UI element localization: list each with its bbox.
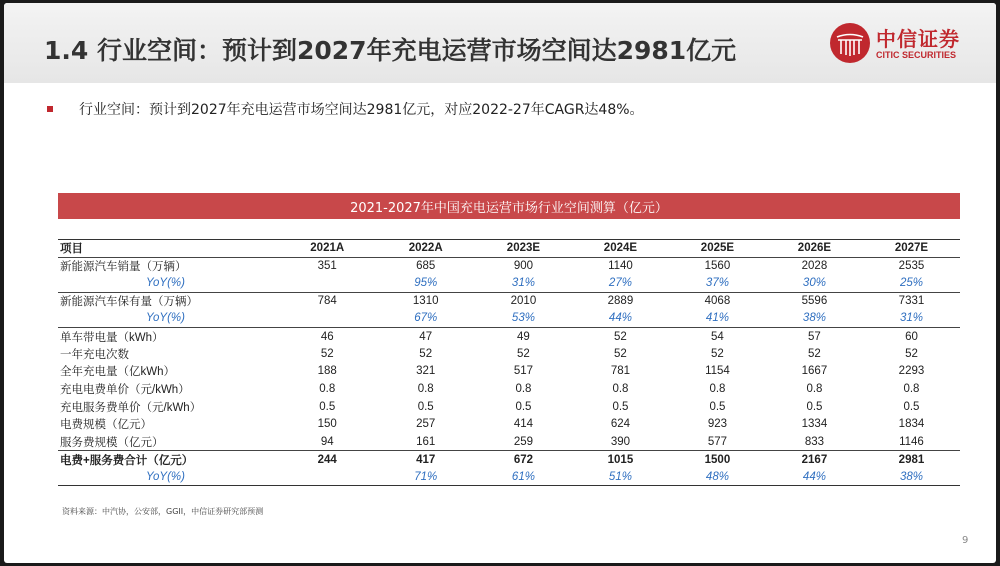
table-cell: 48% — [669, 468, 766, 486]
table-cell: 2535 — [898, 260, 925, 273]
row-label: YoY(%) — [58, 275, 278, 293]
table-cell: 1015 — [607, 453, 634, 466]
table-cell: 577 — [669, 433, 766, 451]
row-label: 新能源汽车保有量（万辆） — [60, 296, 198, 309]
column-header: 2022A — [376, 240, 474, 258]
table-cell: 1334 — [801, 418, 828, 431]
table-cell: 52 — [905, 347, 918, 360]
table-cell: 417 — [416, 453, 436, 466]
table-cell: 257 — [416, 418, 436, 431]
column-header: 2021A — [278, 240, 376, 258]
logo-chinese-name: 中信证券 — [876, 27, 960, 51]
table-cell: 2889 — [607, 295, 634, 308]
table-cell: 321 — [416, 365, 436, 378]
table-cell: 1834 — [898, 418, 925, 431]
table-cell: 52 — [320, 347, 334, 360]
table-row — [58, 433, 960, 451]
slide-title: 1.4 行业空间：预计到2027年充电运营市场空间达2981亿元 — [44, 36, 737, 65]
row-label: 全年充电量（亿kWh） — [60, 366, 175, 379]
table-cell: 0.8 — [709, 383, 726, 396]
table-cell: 7331 — [898, 295, 925, 308]
table-header-row — [58, 240, 960, 258]
table-cell: 94 — [278, 433, 376, 451]
table-cell: 0.8 — [515, 383, 532, 396]
table-cell: 44% — [572, 310, 669, 328]
row-label: 新能源汽车销量（万辆） — [60, 261, 187, 274]
table-cell: 30% — [766, 275, 863, 293]
table-cell: 1667 — [801, 365, 828, 378]
table-cell: 95% — [376, 275, 474, 293]
table-row — [58, 380, 960, 398]
page-number: 9 — [962, 535, 969, 546]
row-label: 充电服务费单价（元/kWh） — [60, 401, 202, 414]
row-label: 电费+服务费合计（亿元） — [60, 454, 194, 467]
table-cell: 52 — [517, 347, 530, 360]
table-cell: 685 — [416, 260, 436, 273]
table-cell: 1154 — [705, 365, 730, 378]
column-header: 2023E — [475, 240, 572, 258]
table-row — [58, 345, 960, 363]
table-cell: 38% — [863, 468, 960, 486]
table-cell: 784 — [317, 295, 337, 308]
table-cell: 2010 — [510, 295, 537, 308]
table-row — [58, 363, 960, 381]
column-header: 2027E — [863, 240, 960, 258]
table-cell: 1560 — [704, 260, 731, 273]
column-header: 2024E — [572, 240, 669, 258]
table-cell: 0.5 — [806, 400, 823, 413]
slide-header — [4, 3, 996, 83]
table-cell — [278, 275, 376, 293]
table-cell: 161 — [376, 433, 474, 451]
table-cell: 1146 — [863, 433, 960, 451]
table-cell: 2028 — [801, 260, 828, 273]
column-header: 项目 — [58, 240, 278, 258]
column-header: 2026E — [766, 240, 863, 258]
table-cell: 188 — [317, 365, 337, 378]
table-cell: 52 — [419, 347, 433, 360]
table-cell: 0.5 — [515, 400, 532, 413]
table-cell: 672 — [513, 453, 534, 466]
table-cell: 71% — [376, 468, 474, 486]
row-label: 单车带电量（kWh） — [60, 331, 164, 344]
table-cell: 49 — [517, 330, 530, 343]
table-cell: 259 — [475, 433, 572, 451]
table-cell: 781 — [610, 365, 631, 378]
table-cell: 0.5 — [417, 400, 434, 413]
table-cell: 2981 — [898, 453, 925, 466]
citic-emblem-icon — [830, 23, 870, 63]
table-row — [58, 451, 960, 469]
table-cell: 0.8 — [417, 383, 434, 396]
market-size-table — [58, 239, 960, 486]
row-label: 充电电费单价（元/kWh） — [60, 384, 190, 397]
table-cell: 31% — [475, 275, 572, 293]
table-cell: 51% — [572, 468, 669, 486]
table-cell: 44% — [766, 468, 863, 486]
table-cell: 390 — [572, 433, 669, 451]
table-row — [58, 415, 960, 433]
table-cell: 0.5 — [319, 400, 336, 413]
table-cell — [278, 310, 376, 328]
yoy-row — [58, 275, 960, 293]
table-cell: 244 — [317, 453, 337, 466]
table-cell: 414 — [513, 418, 534, 431]
table-cell: 52 — [614, 347, 627, 360]
table-cell: 41% — [669, 310, 766, 328]
table-cell: 517 — [513, 365, 534, 378]
table-cell: 54 — [711, 330, 724, 343]
table-cell: 1500 — [704, 453, 731, 466]
table-cell: 4068 — [704, 295, 731, 308]
table-cell: 0.8 — [903, 383, 920, 396]
table-cell: 25% — [863, 275, 960, 293]
table-cell: 1310 — [412, 295, 439, 308]
slide — [4, 3, 996, 563]
table-cell: 0.8 — [806, 383, 823, 396]
table-row — [58, 292, 960, 310]
citic-logo — [830, 21, 980, 67]
yoy-row — [58, 310, 960, 328]
row-label: YoY(%) — [58, 310, 278, 328]
table-row — [58, 257, 960, 275]
table-cell: 27% — [572, 275, 669, 293]
table-cell: 0.8 — [612, 383, 629, 396]
table-cell: 833 — [766, 433, 863, 451]
table-cell: 923 — [707, 418, 728, 431]
table-cell: 53% — [475, 310, 572, 328]
table-cell: 61% — [475, 468, 572, 486]
table-cell: 0.5 — [709, 400, 726, 413]
yoy-row — [58, 468, 960, 486]
table-cell: 31% — [863, 310, 960, 328]
table-cell: 46 — [320, 330, 334, 343]
table-cell: 0.8 — [319, 383, 336, 396]
table-cell: 57 — [808, 330, 821, 343]
table-cell: 52 — [711, 347, 724, 360]
table-cell: 0.5 — [612, 400, 629, 413]
table-cell: 351 — [317, 260, 337, 273]
table-cell: 1140 — [608, 260, 633, 273]
table-cell: 0.5 — [903, 400, 920, 413]
table-cell: 5596 — [801, 295, 828, 308]
row-label: 电费规模（亿元） — [60, 419, 152, 432]
table-cell: 37% — [669, 275, 766, 293]
source-note: 资料来源：中汽协，公安部，GGII，中信证券研究部预测 — [62, 507, 264, 516]
table-cell: 38% — [766, 310, 863, 328]
table-cell: 60 — [905, 330, 918, 343]
table-cell: 150 — [317, 418, 337, 431]
table-cell: 47 — [419, 330, 433, 343]
table-row — [58, 327, 960, 345]
table-cell: 624 — [610, 418, 631, 431]
row-label: 服务费规模（亿元） — [58, 433, 278, 451]
row-label: YoY(%) — [58, 468, 278, 486]
table-cell: 2167 — [801, 453, 828, 466]
logo-english-name: CITIC SECURITIES — [876, 50, 957, 60]
row-label: 一年充电次数 — [60, 348, 129, 361]
table-cell: 67% — [376, 310, 474, 328]
table-row — [58, 398, 960, 416]
table-cell: 52 — [614, 330, 627, 343]
bullet-square-icon — [47, 106, 53, 112]
column-header: 2025E — [669, 240, 766, 258]
table-cell: 52 — [808, 347, 821, 360]
bullet-text: 行业空间：预计到2027年充电运营市场空间达2981亿元，对应2022-27年CAGR达48%。 — [79, 102, 644, 118]
table-title: 2021-2027年中国充电运营市场行业空间测算（亿元） — [58, 193, 960, 219]
table-cell: 900 — [513, 260, 534, 273]
table-cell: 2293 — [898, 365, 925, 378]
table-cell — [278, 468, 376, 486]
